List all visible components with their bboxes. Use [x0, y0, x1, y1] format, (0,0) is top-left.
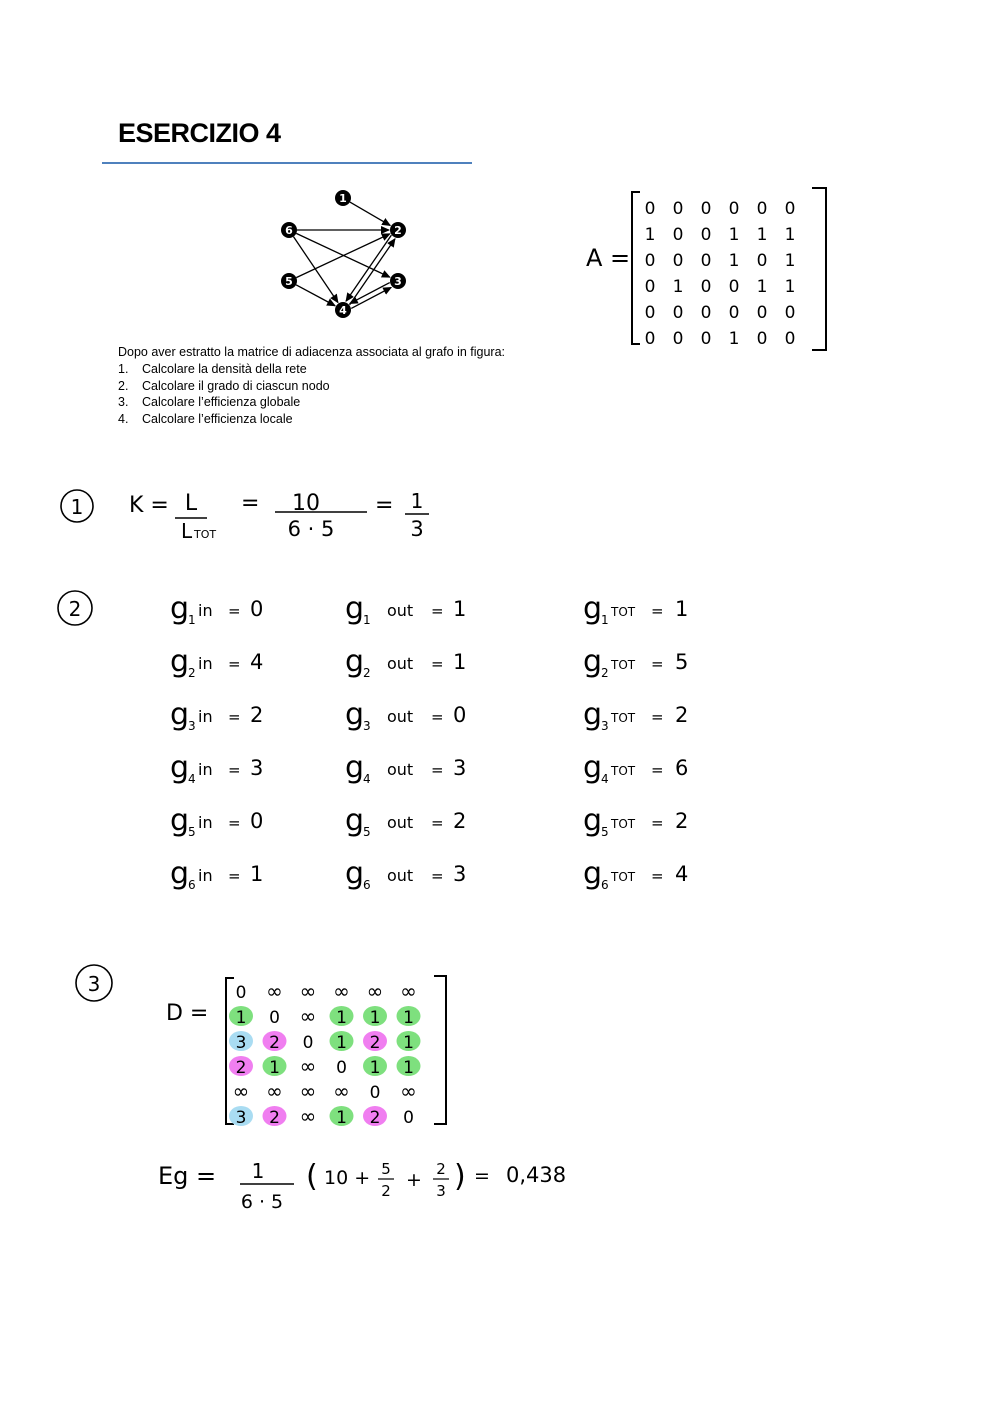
- degree-value: 5: [675, 650, 689, 674]
- degree-value: 3: [453, 756, 467, 780]
- svg-text:TOT: TOT: [611, 764, 636, 778]
- graph-node: [335, 190, 351, 206]
- degree-value: 2: [453, 809, 467, 833]
- svg-text:∞: ∞: [232, 1079, 250, 1103]
- adjacency-cell: 1: [728, 225, 740, 245]
- distance-cell: [229, 1006, 253, 1028]
- adjacency-cell: 0: [672, 251, 684, 271]
- svg-text:g: g: [345, 750, 365, 785]
- adjacency-cell: 0: [644, 277, 656, 297]
- degree-value: 1: [453, 650, 467, 674]
- degree-value: 0: [250, 809, 264, 833]
- svg-text:10 +: 10 +: [324, 1167, 371, 1189]
- svg-text:g: g: [170, 750, 190, 785]
- adjacency-cell: 0: [784, 199, 796, 219]
- svg-text:TOT: TOT: [611, 817, 636, 831]
- svg-text:∞: ∞: [400, 979, 417, 1003]
- svg-text:in: in: [198, 813, 213, 832]
- degree-value: 6: [675, 756, 689, 780]
- adjacency-cell: 1: [644, 225, 656, 245]
- svg-text:4: 4: [188, 772, 196, 786]
- degree-entry-tot: [583, 856, 688, 892]
- degree-entry-out: [345, 697, 466, 733]
- degree-entry-in: [170, 644, 263, 680]
- graph-edge: [351, 287, 391, 308]
- degree-entry-out: [345, 803, 466, 839]
- svg-text:3: 3: [363, 719, 371, 733]
- adjacency-cell: 1: [756, 277, 768, 297]
- adjacency-cell: 1: [728, 251, 740, 271]
- graph-node: [281, 222, 297, 238]
- svg-text:g: g: [170, 803, 190, 838]
- svg-text:2: 2: [363, 666, 371, 680]
- svg-text:2: 2: [369, 1108, 381, 1128]
- svg-text:in: in: [198, 760, 213, 779]
- svg-text:=: =: [651, 602, 664, 620]
- adjacency-cell: 0: [700, 199, 712, 219]
- distance-cell: [263, 1056, 287, 1078]
- task-number: 1.: [118, 362, 129, 376]
- svg-text:g: g: [170, 856, 190, 891]
- svg-text:=: =: [431, 655, 444, 673]
- graph-node-label: 2: [394, 224, 402, 237]
- svg-text:TOT: TOT: [611, 870, 636, 884]
- svg-text:2: 2: [269, 1108, 280, 1128]
- svg-text:2: 2: [68, 597, 82, 621]
- adjacency-label: A =: [586, 244, 631, 272]
- degree-value: 4: [250, 650, 264, 674]
- distance-cell: [229, 1031, 253, 1053]
- graph-edge: [350, 239, 395, 305]
- adjacency-cell: 0: [672, 329, 684, 349]
- degree-entry-tot: [583, 697, 688, 733]
- distance-cell: [403, 1108, 414, 1128]
- graph-edge: [296, 285, 335, 306]
- svg-text:in: in: [198, 707, 213, 726]
- svg-text:0: 0: [302, 1033, 314, 1053]
- degree-table: [170, 591, 688, 892]
- svg-text:10: 10: [292, 491, 320, 516]
- svg-text:2: 2: [601, 666, 609, 680]
- svg-text:out: out: [387, 760, 414, 779]
- svg-text:=: =: [228, 867, 241, 885]
- svg-text:g: g: [583, 697, 603, 732]
- degree-value: 2: [675, 703, 689, 727]
- svg-text:1: 1: [403, 1058, 414, 1078]
- degree-value: 1: [453, 597, 467, 621]
- adjacency-cell: 0: [756, 199, 768, 219]
- svg-text:5: 5: [381, 1160, 391, 1178]
- svg-text:=: =: [241, 491, 260, 516]
- svg-text:0: 0: [269, 1008, 280, 1028]
- distance-cell: [336, 1058, 347, 1078]
- task-item: [118, 378, 330, 395]
- degree-value: 0: [453, 703, 467, 727]
- distance-cell: [363, 1031, 387, 1053]
- adjacency-cell: 0: [756, 303, 768, 323]
- adjacency-cell: 0: [700, 251, 712, 271]
- distance-cell: [266, 1079, 283, 1103]
- svg-text:(: (: [306, 1159, 318, 1194]
- adjacency-cell: 0: [700, 329, 712, 349]
- adjacency-cell: 0: [644, 251, 656, 271]
- degree-entry-out: [345, 750, 466, 786]
- svg-text:3: 3: [235, 1108, 247, 1128]
- svg-text:5: 5: [601, 825, 609, 839]
- distance-cell: [330, 1106, 354, 1128]
- graph-edge: [350, 202, 390, 225]
- adjacency-cell: 1: [784, 251, 796, 271]
- degree-entry-tot: [583, 803, 688, 839]
- svg-text:1: 1: [403, 1033, 414, 1053]
- svg-text:+: +: [406, 1169, 422, 1191]
- graph-node-label: 4: [339, 304, 347, 317]
- degree-entry-out: [345, 856, 466, 892]
- svg-text:g: g: [170, 591, 190, 626]
- svg-text:g: g: [345, 591, 365, 626]
- adjacency-cell: 0: [756, 329, 768, 349]
- degree-entry-in: [170, 697, 263, 733]
- svg-text:2: 2: [381, 1182, 391, 1200]
- svg-text:out: out: [387, 813, 414, 832]
- adjacency-cell: 0: [728, 277, 740, 297]
- svg-text:3: 3: [188, 719, 196, 733]
- distance-cell: [303, 1033, 314, 1053]
- svg-text:2: 2: [369, 1033, 381, 1053]
- svg-text:g: g: [345, 803, 365, 838]
- task-text: Calcolare l’efficienza globale: [142, 395, 301, 410]
- global-efficiency-formula: [158, 1159, 566, 1213]
- svg-text:=: =: [431, 814, 444, 832]
- svg-text:1: 1: [369, 1008, 381, 1028]
- title-underline: [102, 162, 472, 164]
- svg-text:g: g: [345, 697, 365, 732]
- svg-text:g: g: [345, 644, 365, 679]
- density-solution: [55, 480, 455, 550]
- svg-text:0: 0: [336, 1058, 347, 1078]
- svg-text:∞: ∞: [299, 1054, 317, 1078]
- svg-text:1: 1: [369, 1058, 381, 1078]
- density-lhs: K =: [129, 493, 169, 518]
- page-title: ESERCIZIO 4: [118, 118, 281, 148]
- svg-text:): ): [454, 1159, 466, 1194]
- svg-text:=: =: [431, 867, 444, 885]
- svg-text:1: 1: [188, 613, 196, 627]
- degree-value: 1: [250, 862, 264, 886]
- svg-text:TOT: TOT: [611, 658, 636, 672]
- svg-text:1: 1: [251, 1159, 265, 1183]
- adjacency-cells: [645, 199, 796, 349]
- svg-text:out: out: [387, 601, 414, 620]
- svg-text:3: 3: [436, 1182, 446, 1200]
- svg-text:4: 4: [363, 772, 371, 786]
- degree-value: 4: [675, 862, 689, 886]
- svg-text:∞: ∞: [400, 1079, 417, 1103]
- adjacency-cell: 0: [700, 303, 712, 323]
- svg-text:3: 3: [601, 719, 609, 733]
- svg-text:in: in: [198, 866, 213, 885]
- svg-text:3: 3: [410, 517, 424, 541]
- graph-figure: [270, 182, 420, 324]
- task-number: 2.: [118, 378, 129, 393]
- task-item: [118, 411, 330, 428]
- distance-cell: [367, 979, 384, 1003]
- svg-text:=: =: [431, 761, 444, 779]
- svg-text:Eg =: Eg =: [158, 1162, 217, 1190]
- degree-value: 2: [250, 703, 264, 727]
- distance-cell: [363, 1056, 387, 1078]
- svg-text:3: 3: [87, 972, 101, 996]
- svg-text:∞: ∞: [333, 979, 350, 1003]
- adjacency-cell: 1: [672, 277, 684, 297]
- svg-text:0: 0: [403, 1108, 414, 1128]
- distance-cell: [330, 1031, 354, 1053]
- svg-text:=: =: [228, 814, 241, 832]
- svg-text:1: 1: [403, 1008, 414, 1028]
- svg-text:∞: ∞: [299, 1004, 317, 1028]
- svg-text:=: =: [651, 655, 664, 673]
- graph-node-label: 3: [394, 275, 402, 288]
- distance-cell: [233, 1079, 250, 1103]
- adjacency-cell: 0: [756, 251, 768, 271]
- distance-cell: [300, 1104, 317, 1128]
- svg-text:2: 2: [188, 666, 196, 680]
- degree-solution: [55, 586, 755, 916]
- graph-node-label: 6: [285, 224, 293, 237]
- svg-text:∞: ∞: [266, 979, 283, 1003]
- svg-text:2: 2: [269, 1033, 280, 1053]
- graph-node: [390, 273, 406, 289]
- distance-cells: [229, 979, 421, 1128]
- degree-entry-in: [170, 750, 263, 786]
- svg-text:L: L: [184, 491, 198, 516]
- svg-text:6 · 5: 6 · 5: [287, 517, 335, 541]
- adjacency-cell: 0: [672, 225, 684, 245]
- distance-cell: [370, 1083, 381, 1103]
- adjacency-cell: 0: [644, 329, 656, 349]
- svg-text:∞: ∞: [299, 1104, 317, 1128]
- svg-text:g: g: [170, 644, 190, 679]
- adjacency-cell: 0: [700, 225, 712, 245]
- svg-text:TOT: TOT: [611, 605, 636, 619]
- svg-text:TOT: TOT: [194, 528, 217, 541]
- adjacency-cell: 0: [728, 199, 740, 219]
- distance-cell: [397, 1056, 421, 1078]
- task-text: Calcolare la densità della rete: [142, 362, 307, 376]
- distance-label: D =: [166, 1001, 209, 1026]
- svg-text:1: 1: [336, 1108, 347, 1128]
- svg-text:1: 1: [269, 1058, 280, 1078]
- svg-text:=: =: [228, 602, 241, 620]
- svg-text:out: out: [387, 654, 414, 673]
- svg-text:5: 5: [188, 825, 196, 839]
- degree-entry-tot: [583, 644, 688, 680]
- distance-cell: [363, 1106, 387, 1128]
- svg-text:=: =: [651, 708, 664, 726]
- svg-text:=: =: [228, 761, 241, 779]
- task-item: [118, 394, 330, 411]
- adjacency-cell: 0: [644, 199, 656, 219]
- svg-text:∞: ∞: [266, 1079, 283, 1103]
- svg-text:1: 1: [336, 1033, 347, 1053]
- svg-text:g: g: [345, 856, 365, 891]
- adjacency-cell: 0: [672, 303, 684, 323]
- svg-text:1: 1: [410, 489, 424, 513]
- distance-cell: [266, 979, 283, 1003]
- degree-entry-in: [170, 803, 263, 839]
- svg-text:1: 1: [235, 1008, 247, 1028]
- svg-text:TOT: TOT: [611, 711, 636, 725]
- svg-text:=: =: [431, 708, 444, 726]
- degree-value: 0: [250, 597, 264, 621]
- task-number: 3.: [118, 395, 129, 410]
- svg-text:0,438: 0,438: [506, 1163, 567, 1187]
- svg-text:g: g: [583, 856, 603, 891]
- degree-entry-out: [345, 644, 466, 680]
- distance-cell: [400, 1079, 417, 1103]
- distance-cell: [263, 1031, 287, 1053]
- task-number: 4.: [118, 412, 129, 427]
- instructions-intro: Dopo aver estratto la matrice di adiacenza associata al grafo in figura:: [118, 345, 506, 359]
- distance-cell: [269, 1008, 280, 1028]
- svg-text:3: 3: [235, 1033, 247, 1053]
- degree-entry-in: [170, 591, 263, 627]
- distance-cell: [300, 1054, 317, 1078]
- graph-edges: [293, 202, 394, 308]
- graph-node-label: 1: [339, 192, 347, 205]
- svg-text:0: 0: [369, 1083, 381, 1103]
- degree-value: 1: [675, 597, 689, 621]
- adjacency-cell: 0: [700, 277, 712, 297]
- svg-text:g: g: [583, 644, 603, 679]
- svg-text:in: in: [198, 654, 213, 673]
- svg-text:=: =: [228, 708, 241, 726]
- graph-edge: [350, 283, 390, 304]
- distance-cell: [333, 1079, 350, 1103]
- svg-text:∞: ∞: [366, 979, 384, 1003]
- task-list: [118, 361, 330, 428]
- distance-cell: [236, 983, 247, 1003]
- distance-cell: [363, 1006, 387, 1028]
- graph-edge: [293, 237, 337, 303]
- degree-entry-tot: [583, 750, 688, 786]
- svg-text:g: g: [583, 591, 603, 626]
- degree-value: 2: [675, 809, 689, 833]
- adjacency-cell: 1: [728, 329, 740, 349]
- distance-cell: [300, 979, 317, 1003]
- adjacency-cell: 0: [784, 329, 796, 349]
- svg-text:1: 1: [363, 613, 371, 627]
- svg-text:4: 4: [601, 772, 609, 786]
- degree-entry-in: [170, 856, 263, 892]
- distance-cell: [397, 1031, 421, 1053]
- svg-text:g: g: [583, 803, 603, 838]
- graph-node: [390, 222, 406, 238]
- degree-value: 3: [453, 862, 467, 886]
- adjacency-cell: 1: [784, 225, 796, 245]
- graph-node: [281, 273, 297, 289]
- svg-text:1: 1: [336, 1008, 347, 1028]
- distance-cell: [400, 979, 417, 1003]
- svg-text:∞: ∞: [333, 1079, 350, 1103]
- efficiency-solution: [70, 960, 630, 1220]
- distance-cell: [300, 1079, 317, 1103]
- svg-text:1: 1: [601, 613, 609, 627]
- adjacency-matrix: [584, 184, 834, 356]
- svg-text:2: 2: [436, 1160, 446, 1178]
- svg-text:=: =: [651, 814, 664, 832]
- distance-cell: [397, 1006, 421, 1028]
- distance-cell: [333, 979, 350, 1003]
- adjacency-cell: 0: [728, 303, 740, 323]
- adjacency-cell: 0: [672, 199, 684, 219]
- svg-text:g: g: [583, 750, 603, 785]
- task-text: Calcolare il grado di ciascun nodo: [142, 378, 330, 393]
- svg-text:6 · 5: 6 · 5: [240, 1191, 284, 1213]
- svg-text:2: 2: [235, 1058, 247, 1078]
- graph-node: [335, 302, 351, 318]
- svg-text:6: 6: [601, 878, 609, 892]
- degree-value: 3: [250, 756, 264, 780]
- task-text: Calcolare l’efficienza locale: [142, 412, 293, 427]
- svg-text:=: =: [228, 655, 241, 673]
- svg-text:∞: ∞: [299, 1079, 317, 1103]
- svg-text:=: =: [651, 867, 664, 885]
- svg-text:g: g: [170, 697, 190, 732]
- degree-entry-out: [345, 591, 466, 627]
- task-item: [118, 361, 330, 378]
- distance-cell: [229, 1056, 253, 1078]
- svg-text:out: out: [387, 866, 414, 885]
- svg-text:1: 1: [70, 495, 84, 519]
- svg-text:=: =: [474, 1165, 490, 1187]
- svg-text:in: in: [198, 601, 213, 620]
- svg-text:6: 6: [363, 878, 371, 892]
- distance-cell: [330, 1006, 354, 1028]
- distance-cell: [263, 1106, 287, 1128]
- adjacency-cell: 0: [784, 303, 796, 323]
- svg-text:=: =: [375, 493, 394, 518]
- graph-nodes: [281, 190, 406, 318]
- degree-entry-tot: [583, 591, 688, 627]
- svg-text:=: =: [431, 602, 444, 620]
- svg-text:L: L: [181, 519, 193, 543]
- svg-text:5: 5: [363, 825, 371, 839]
- svg-text:out: out: [387, 707, 414, 726]
- svg-text:=: =: [651, 761, 664, 779]
- adjacency-cell: 1: [756, 225, 768, 245]
- graph-node-label: 5: [285, 275, 293, 288]
- svg-text:6: 6: [188, 878, 196, 892]
- adjacency-cell: 0: [644, 303, 656, 323]
- svg-text:0: 0: [235, 983, 247, 1003]
- distance-cell: [300, 1004, 317, 1028]
- svg-text:∞: ∞: [299, 979, 317, 1003]
- adjacency-cell: 1: [784, 277, 796, 297]
